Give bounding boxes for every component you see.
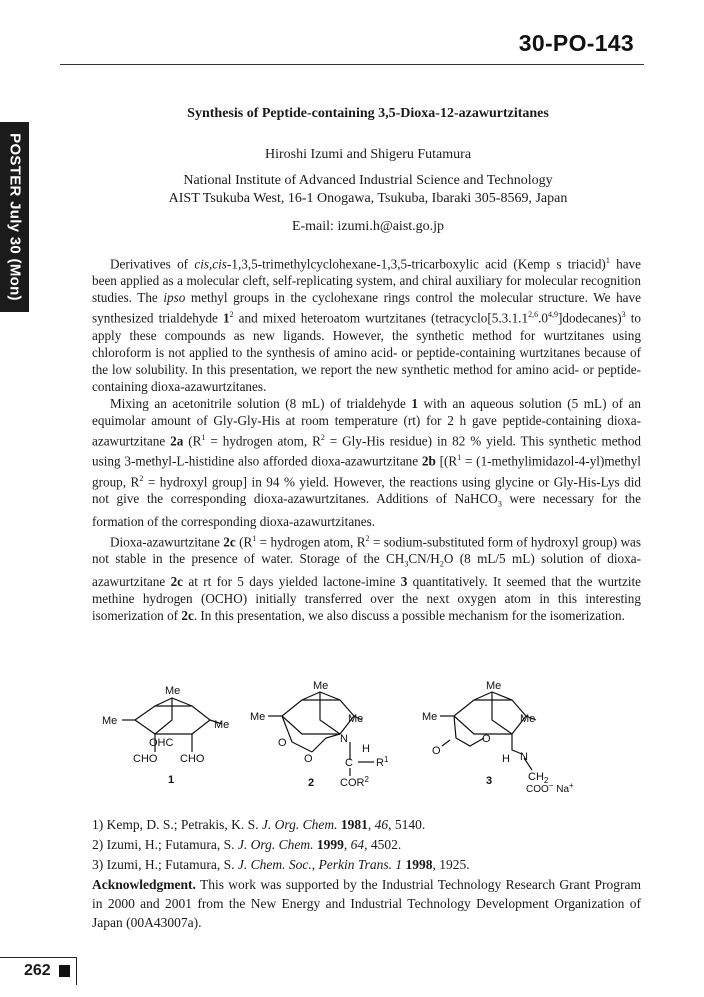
reference-2: 2) Izumi, H.; Futamura, S. J. Org. Chem. 1999, 64, 4502. bbox=[92, 837, 402, 852]
s3-carboxylate: COO− Na+ bbox=[526, 781, 574, 792]
s2-c: C bbox=[345, 757, 353, 769]
article-title: Synthesis of Peptide-containing 3,5-Dioxa-12-azawurtzitanes bbox=[187, 106, 549, 121]
paragraph-2: Mixing an acetonitrile solution (8 mL) of trialdehyde 1 with an aqueous solution (5 mL) of an equimolar amount of Gly-Gly-His at room temperature (rt) for 2 h gave peptide-containing dioxa-azawurtzitane 2a ($R^1$ = hydrogen atom, $R^2 = Gly-His$ residue) in 82 % yield. This synthetic method using 3-methyl-L-histidine also afforded dioxa-azawurtzitane 2b [($R^1$ = (1-methylimidazol-4-yl)methyl group, $R^2$ = hydroxyl group] in 94 % yield. However, the reactions using glycine or Gly-His-Lys did not give the corresponding dioxa-azawurtzitanes. Additions of NaHCO$_3$ were necessary for the formation of the corresponding dioxa-azawurtzitanes. bbox=[92, 395, 642, 529]
s1-cho-right: CHO bbox=[180, 753, 205, 765]
s1-ohc: OHC bbox=[149, 737, 174, 749]
structure-1 bbox=[100, 680, 250, 792]
s2-r1: $R^1$ bbox=[376, 755, 389, 769]
s2-cor: COR$^2$ bbox=[340, 775, 369, 789]
s1-compound-label: 1 bbox=[168, 774, 175, 786]
acknowledgment-heading: Acknowledgment. bbox=[92, 877, 196, 892]
s3-me-left: Me bbox=[422, 711, 438, 723]
s2-me-left: Me bbox=[250, 711, 266, 723]
structure-3 bbox=[420, 680, 580, 792]
s3-me-top: Me bbox=[486, 680, 502, 692]
side-tab-label: POSTER July 30 (Mon) bbox=[6, 133, 23, 301]
side-tab bbox=[0, 122, 29, 312]
paragraph-1: Derivatives of cis,cis-1,3,5-trimethylcyclohexane-1,3,5-tricarboxylic acid (Kemp s triacid)$^1$ have been applied as a molecular cleft, self-replicating system, and chiral auxiliary for molecular recognition studies. The ipso methyl groups in the cyclohexane rings control the molecular structure. We have synthesized trialdehyde $1^2$ and mixed heteroatom wurtzitanes (tetracyclo[5.3.1.1$^{2,6}$.0$^{4,9}$]dodecanes)$^3$ to apply these compounds as new ligands. However, the synthetic method for wurtzitanes using chloroform is not applied to the synthesis of amino acid- or peptide-containing wurtzitanes because of the low solubility. In this presentation, we report the new synthetic method for amino acid- or peptide-containing dioxa-azawurtzitanes. bbox=[92, 256, 641, 394]
affiliation-line-1: National Institute of Advanced Industrial Science and Technology bbox=[183, 173, 553, 188]
s2-compound-label: 2 bbox=[308, 777, 315, 789]
email: E-mail: izumi.h@aist.go.jp bbox=[291, 219, 445, 234]
reference-1: 1) Kemp, D. S.; Petrakis, K. S. J. Org. Chem. 1981, 46, 5140. bbox=[92, 817, 426, 832]
page-number: 262 bbox=[24, 962, 51, 979]
s3-o-carbonyl: O bbox=[432, 745, 441, 757]
s1-cho-left: CHO bbox=[133, 753, 158, 765]
s1-me-left: Me bbox=[102, 715, 118, 727]
abstract-body bbox=[92, 252, 641, 624]
s3-o-ring: O bbox=[482, 733, 491, 745]
s2-me-top: Me bbox=[313, 680, 329, 692]
s3-ch2: $CH_2$ bbox=[528, 771, 549, 785]
affiliation-line-2: AIST Tsukuba West, 16-1 Onogawa, Tsukuba, Ibaraki 305-8569, Japan bbox=[168, 191, 568, 206]
s2-o-left: O bbox=[278, 737, 287, 749]
s1-me-right: Me bbox=[214, 719, 230, 731]
header-rule bbox=[60, 64, 644, 65]
s3-me-right: Me bbox=[520, 713, 536, 725]
authors: Hiroshi Izumi and Shigeru Futamura bbox=[264, 147, 472, 162]
acknowledgment-text: This work was supported by the Industrial Technology Research Grant Program in 2000 and 2001 from the New Energy and Industrial Technology Development Organization of Japan (00A43007a). bbox=[92, 877, 641, 930]
s3-h: H bbox=[502, 753, 510, 765]
reference-3: 3) Izumi, H.; Futamura, S. J. Chem. Soc., Perkin Trans. 1 1998, 1925. bbox=[92, 857, 470, 872]
page-number-box bbox=[0, 957, 77, 985]
s2-n: N bbox=[340, 733, 348, 745]
paragraph-3: Dioxa-azawurtzitane 2c ($R^1$ = hydrogen atom, $R^2$ = sodium-substituted form of hydroxyl group) was not stable in the presence of water. Storage of the $CH_3CN/H_2O$ (8 mL/5 mL) solution of dioxa-azawurtzitane 2c at rt for 5 days yielded lactone-imine 3 quantitatively. It seemed that the wurtzite methine hydrogen (OCHO) initially transferred over the next oxygen atom in this interesting isomerization of 2c. In this presentation, we also discuss a possible mechanism for the isomerization. bbox=[92, 533, 642, 623]
s2-me-right: Me bbox=[348, 713, 364, 725]
s1-me-top: Me bbox=[165, 685, 181, 697]
s2-o-bottom: O bbox=[304, 753, 313, 765]
s2-h: H bbox=[362, 743, 370, 755]
s3-n: N bbox=[520, 751, 528, 763]
acknowledgment bbox=[92, 875, 641, 932]
structure-2 bbox=[250, 680, 400, 792]
poster-code: 30-PO-143 bbox=[518, 30, 634, 56]
references bbox=[92, 815, 470, 875]
page-marker-square bbox=[59, 965, 70, 977]
s3-compound-label: 3 bbox=[486, 775, 493, 787]
